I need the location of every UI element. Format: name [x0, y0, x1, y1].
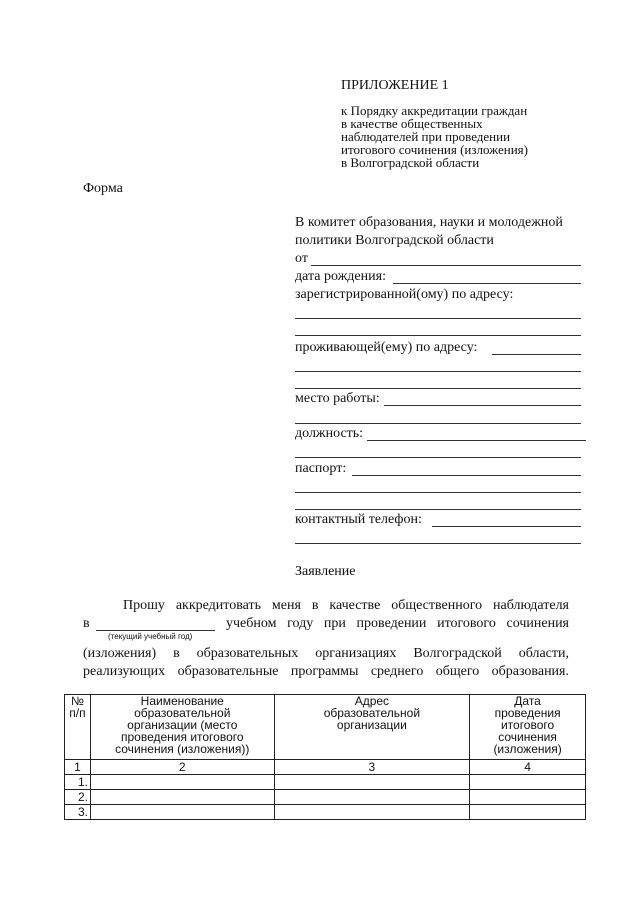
passport-input-line[interactable]	[295, 509, 581, 510]
passport-label: паспорт:	[295, 461, 347, 476]
table-cell[interactable]	[90, 775, 274, 790]
table-row	[65, 775, 586, 790]
table-cell[interactable]	[470, 775, 586, 790]
school-year-note: (текущий учебный год)	[108, 632, 193, 641]
table-row	[65, 805, 586, 820]
appendix-title: ПРИЛОЖЕНИЕ 1	[341, 78, 449, 93]
registered-address-input-line[interactable]	[295, 335, 581, 336]
residence-address-input-line[interactable]	[295, 371, 581, 372]
residence-address-input-line[interactable]	[492, 354, 581, 355]
from-input-line[interactable]	[311, 265, 581, 266]
table-cell[interactable]	[470, 790, 586, 805]
table-cell[interactable]	[90, 790, 274, 805]
table-cell: 1	[65, 760, 91, 775]
residence-address-label: проживающей(ему) по адресу:	[295, 340, 478, 355]
addressee-line-1: В комитет образования, науки и молодежной	[295, 215, 563, 230]
phone-input-line[interactable]	[295, 543, 581, 544]
phone-input-line[interactable]	[432, 526, 581, 527]
column-header-organization-name: Наименование образовательной организации (место проведения итогового сочинения (изложения))	[90, 695, 274, 760]
table-index-row	[65, 760, 586, 775]
table-row	[65, 790, 586, 805]
appendix-line: наблюдателей при проведении	[341, 129, 511, 144]
column-header-date: Дата проведения итогового сочинения (изложения)	[470, 695, 586, 760]
addressee-line-2: политики Волгоградской области	[295, 233, 494, 248]
school-year-input-line[interactable]	[96, 630, 215, 631]
passport-input-line[interactable]	[295, 492, 581, 493]
appendix-line: к Порядку аккредитации граждан	[341, 103, 528, 118]
passport-input-line[interactable]	[352, 475, 581, 476]
table-cell: 3	[274, 760, 470, 775]
table-cell: 2	[90, 760, 274, 775]
table-cell[interactable]	[274, 775, 470, 790]
table-cell[interactable]	[470, 805, 586, 820]
appendix-reference	[341, 104, 528, 169]
statement-line-1: Прошу аккредитовать меня в качестве общественного наблюдателя	[123, 598, 569, 613]
birth-date-input-line[interactable]	[393, 283, 581, 284]
statement-line-2: учебном году при проведении итогового сочинения	[226, 616, 569, 631]
appendix-line: в Волгоградской области	[341, 155, 480, 170]
table-cell[interactable]	[274, 805, 470, 820]
row-number: 2.	[65, 790, 91, 805]
statement-line-2-prefix: в	[83, 616, 90, 631]
statement-line-3: (изложения) в образовательных организациях Волгоградской области,	[83, 646, 569, 661]
appendix-line: итогового сочинения (изложения)	[341, 142, 528, 157]
workplace-input-line[interactable]	[295, 423, 581, 424]
statement-heading: Заявление	[295, 564, 356, 579]
workplace-label: место работы:	[295, 391, 380, 406]
column-header-organization-address: Адрес образовательной организации	[274, 695, 470, 760]
birth-date-label: дата рождения:	[295, 269, 386, 284]
registered-address-label: зарегистрированной(ому) по адресу:	[295, 287, 514, 302]
residence-address-input-line[interactable]	[295, 388, 581, 389]
column-header-number: № п/п	[65, 695, 91, 760]
table-cell[interactable]	[274, 790, 470, 805]
form-label: Форма	[83, 181, 123, 196]
table-cell: 4	[470, 760, 586, 775]
row-number: 1.	[65, 775, 91, 790]
from-label: от	[295, 251, 308, 266]
row-number: 3.	[65, 805, 91, 820]
workplace-input-line[interactable]	[384, 405, 581, 406]
registered-address-input-line[interactable]	[295, 318, 581, 319]
table-cell[interactable]	[90, 805, 274, 820]
position-label: должность:	[295, 426, 364, 441]
position-input-line[interactable]	[367, 440, 586, 441]
table-header-row	[65, 695, 586, 760]
statement-line-4: реализующих образовательные программы среднего общего образования.	[83, 664, 569, 679]
organizations-table	[64, 694, 586, 820]
position-input-line[interactable]	[295, 457, 581, 458]
phone-label: контактный телефон:	[295, 512, 422, 527]
appendix-line: в качестве общественных	[341, 116, 483, 131]
